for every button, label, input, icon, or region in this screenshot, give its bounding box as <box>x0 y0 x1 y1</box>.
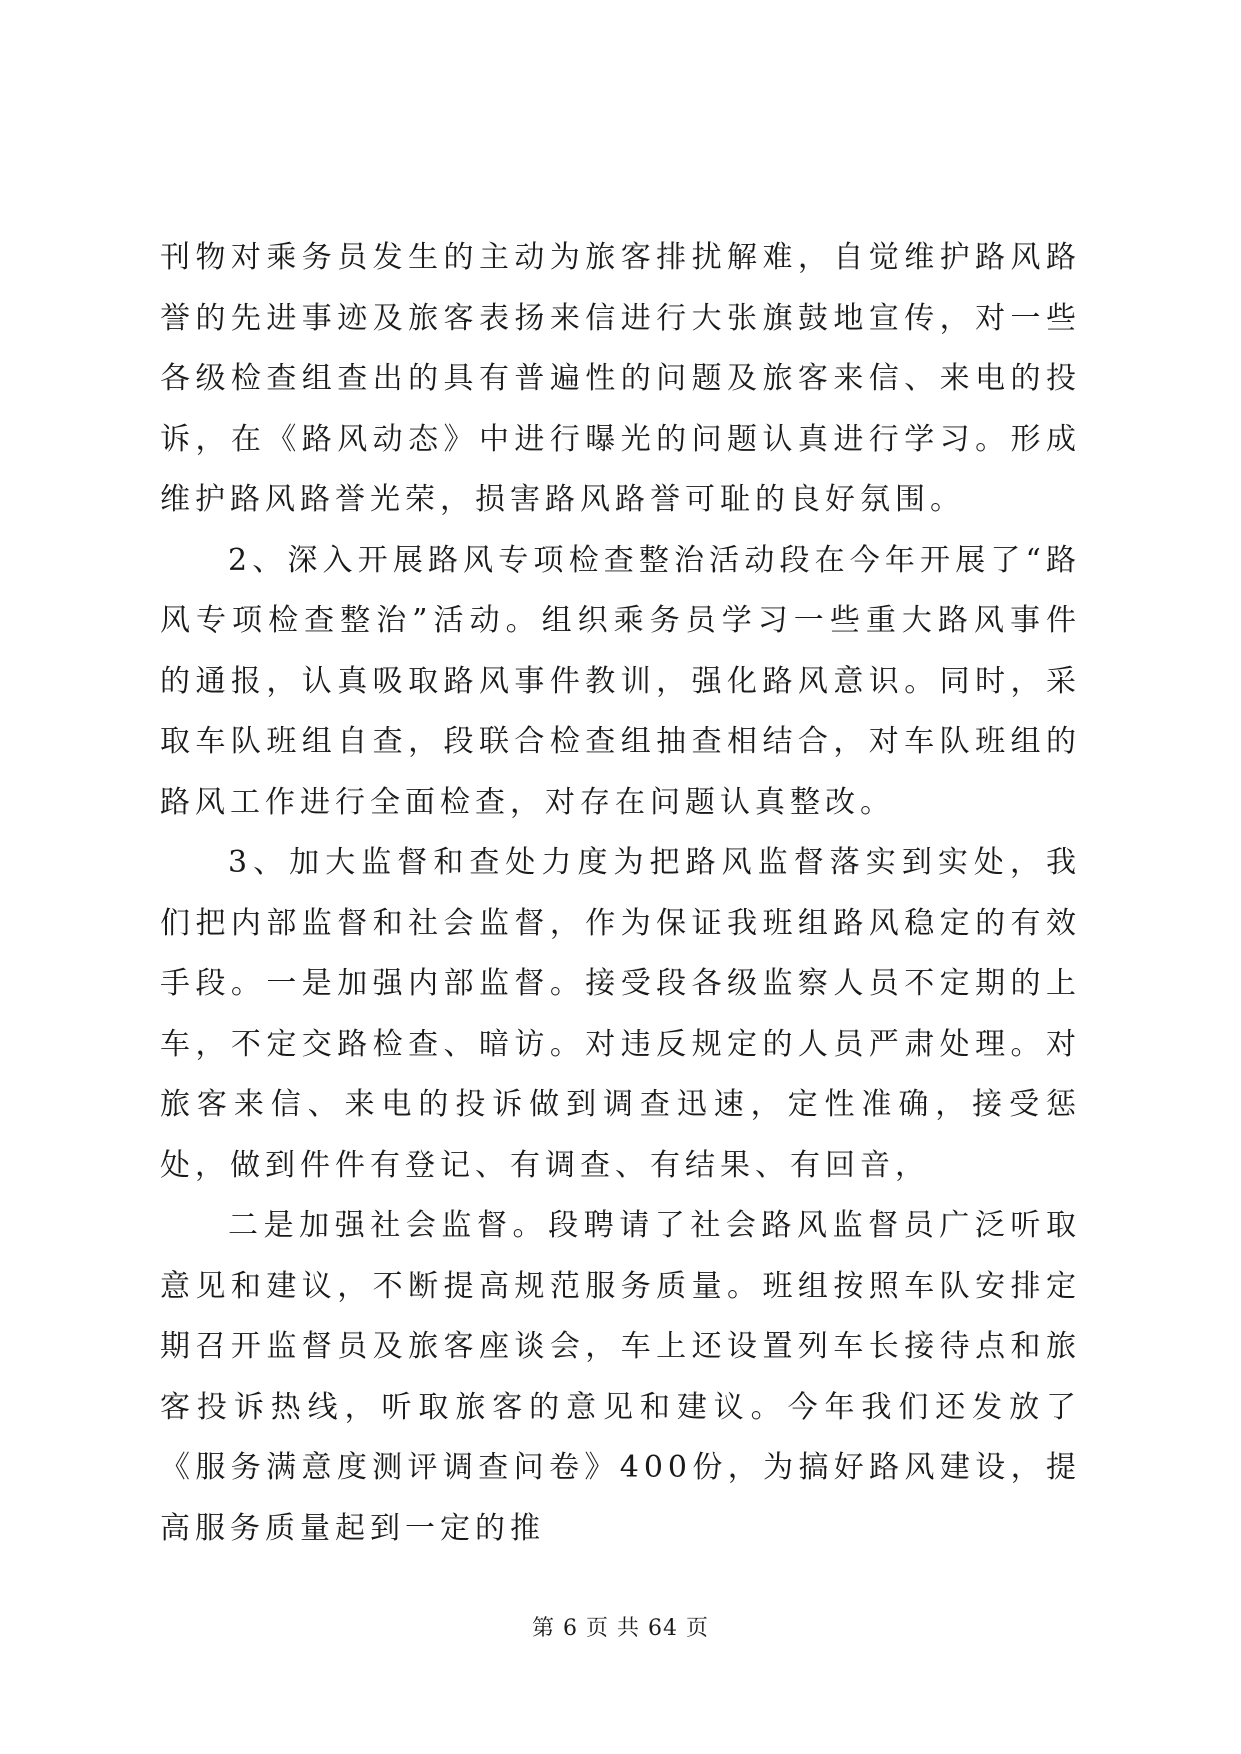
page-number-footer: 第 6 页 共 64 页 <box>532 1616 709 1641</box>
paragraph-social-supervision: 二是加强社会监督。段聘请了社会路风监督员广泛听取意见和建议，不断提高规范服务质量。班组按照车队安排定期召开监督员及旅客座谈会，车上还设置列车长接待点和旅客投诉热线，听取旅客的意见和建议。今年我们还发放了《服务满意度测评调查问卷》400份，为搞好路风建设，提高服务质量起到一定的推 <box>160 1208 1081 1546</box>
paragraph-item-3: 3、加大监督和查处力度为把路风监督落实到实处，我们把内部监督和社会监督，作为保证我班组路风稳定的有效手段。一是加强内部监督。接受段各级监察人员不定期的上车，不定交路检查、暗访。对违反规定的人员严肃处理。对旅客来信、来电的投诉做到调查迅速，定性准确，接受惩处，做到件件有登记、有调查、有结果、有回音， <box>160 845 1081 1183</box>
document-body <box>160 228 1081 1559</box>
paragraph-continuation: 刊物对乘务员发生的主动为旅客排扰解难，自觉维护路风路誉的先进事迹及旅客表扬来信进行大张旗鼓地宣传，对一些各级检查组查出的具有普遍性的问题及旅客来信、来电的投诉，在《路风动态》中进行曝光的问题认真进行学习。形成维护路风路誉光荣，损害路风路誉可耻的良好氛围。 <box>160 240 1081 517</box>
paragraph-item-2: 2、深入开展路风专项检查整治活动段在今年开展了“路风专项检查整治”活动。组织乘务员学习一些重大路风事件的通报，认真吸取路风事件教训，强化路风意识。同时，采取车队班组自查，段联合检查组抽查相结合，对车队班组的路风工作进行全面检查，对存在问题认真整改。 <box>160 542 1081 820</box>
